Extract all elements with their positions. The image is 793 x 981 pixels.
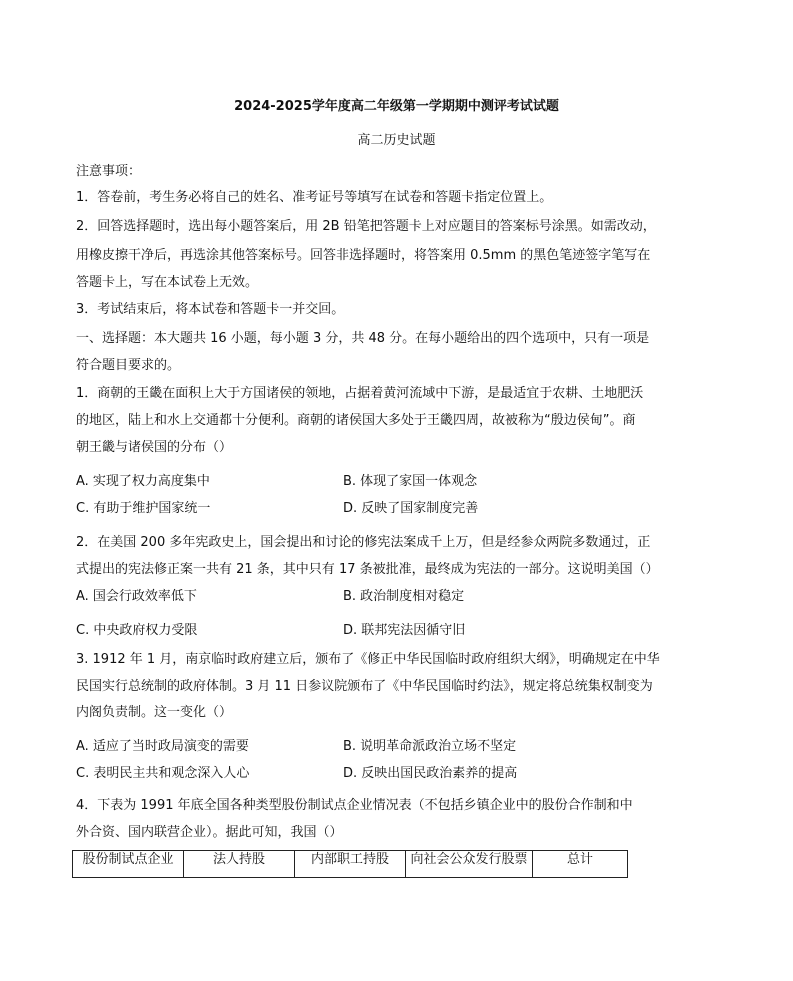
table-header-cell: 总计: [533, 851, 628, 878]
enterprise-table: [72, 850, 628, 878]
question-4-line-1: 4．下表为 1991 年底全国各种类型股份制试点企业情况表（不包括乡镇企业中的股份合作制和中: [76, 798, 633, 813]
note-2-line-2: 用橡皮擦干净后，再选涂其他答案标号。回答非选择题时，将答案用 0.5mm 的黑色笔迹签字笔写在: [76, 248, 651, 263]
table-header-cell: 内部职工持股: [295, 851, 406, 878]
question-1-line-1: 1．商朝的王畿在面积上大于方国诸侯的领地，占据着黄河流域中下游，是最适宜于农耕、土地肥沃: [76, 386, 644, 401]
question-4-line-2: 外合资、国内联营企业）。据此可知，我国（）: [76, 825, 343, 840]
table-header-cell: 股份制试点企业: [73, 851, 184, 878]
question-1-line-3: 朝王畿与诸侯国的分布（）: [76, 440, 233, 455]
question-3-line-2: 民国实行总统制的政府体制。3 月 11 日参议院颁布了《中华民国临时约法》，规定将总统集权制变为: [76, 679, 653, 694]
section-1-line-2: 符合题目要求的。: [76, 358, 181, 373]
notes-heading: 注意事项：: [76, 164, 142, 179]
question-3-option-c: C. 表明民主共和观念深入人心: [76, 766, 250, 781]
question-1-option-d: D. 反映了国家制度完善: [343, 501, 479, 516]
table-header-cell: 向社会公众发行股票: [406, 851, 533, 878]
question-2-option-a: A. 国会行政效率低下: [76, 589, 197, 604]
question-3-line-3: 内阁负责制。这一变化（）: [76, 705, 233, 720]
table-header-row: [73, 851, 628, 878]
question-2-line-2: 式提出的宪法修正案一共有 21 条，其中只有 17 条被批准，最终成为宪法的一部分。这说明美国（）: [76, 562, 659, 577]
question-2-option-b: B. 政治制度相对稳定: [343, 589, 465, 604]
question-3-option-b: B. 说明革命派政治立场不坚定: [343, 739, 517, 754]
table-header-cell: 法人持股: [184, 851, 295, 878]
question-3-option-d: D. 反映出国民政治素养的提高: [343, 766, 518, 781]
note-2-line-3: 答题卡上，写在本试卷上无效。: [76, 275, 259, 290]
question-2-option-d: D. 联邦宪法因循守旧: [343, 623, 466, 638]
subject-title: 高二历史试题: [357, 133, 436, 148]
question-3-line-1: 3. 1912 年 1 月，南京临时政府建立后，颁布了《修正中华民国临时政府组织大纲》，明确规定在中华: [76, 652, 660, 667]
note-1: 1．答卷前，考生务必将自己的姓名、准考证号等填写在试卷和答题卡指定位置上。: [76, 190, 553, 205]
question-2-option-c: C. 中央政府权力受限: [76, 623, 198, 638]
question-1-option-b: B. 体现了家国一体观念: [343, 474, 478, 489]
note-2-line-1: 2．回答选择题时，选出每小题答案后，用 2B 铅笔把答题卡上对应题目的答案标号涂黑。如需改动，: [76, 219, 656, 234]
section-1-line-1: 一、选择题：本大题共 16 小题，每小题 3 分，共 48 分。在每小题给出的四个选项中，只有一项是: [76, 331, 650, 346]
question-2-line-1: 2．在美国 200 多年宪政史上，国会提出和讨论的修宪法案成千上万，但是经参众两院多数通过，正: [76, 535, 651, 550]
question-1-line-2: 的地区，陆上和水上交通都十分便利。商朝的诸侯国大多处于王畿四周，故被称为“殷边侯甸”。商: [76, 413, 636, 428]
question-1-option-a: A. 实现了权力高度集中: [76, 474, 210, 489]
question-1-option-c: C. 有助于维护国家统一: [76, 501, 211, 516]
question-3-option-a: A. 适应了当时政局演变的需要: [76, 739, 249, 754]
exam-title: 2024-2025学年度高二年级第一学期期中测评考试试题: [234, 99, 559, 114]
note-3: 3．考试结束后，将本试卷和答题卡一并交回。: [76, 302, 345, 317]
